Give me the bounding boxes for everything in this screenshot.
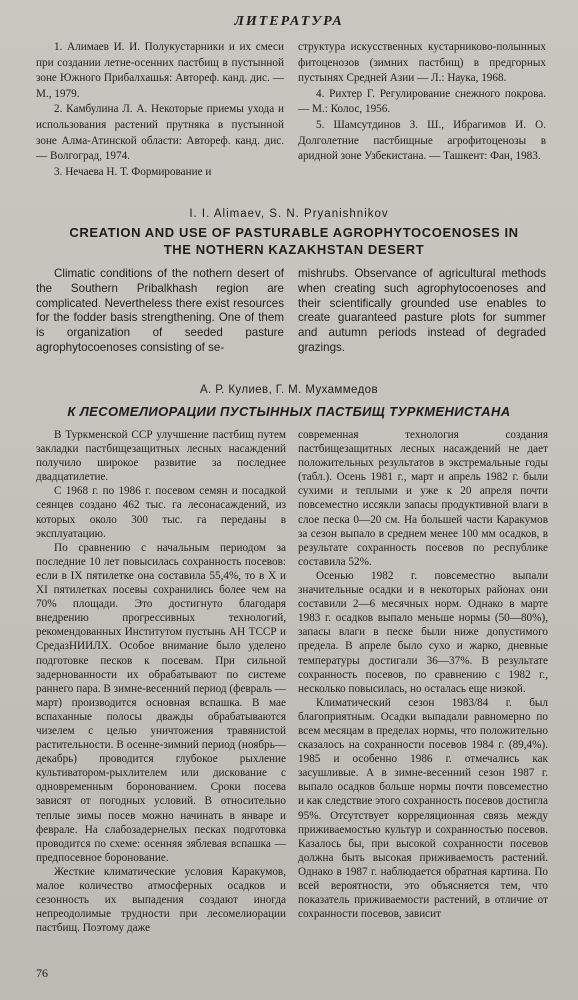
english-abstract-left: [36, 267, 284, 356]
reference-3-continued: структура искусственных кустарниково-полынных фитоценозов (зимних пастбищ) в предгорных пустынях Средней Азии — Л.: Наука, 1968.: [298, 41, 546, 85]
references-left-column: [36, 40, 284, 180]
reference-4: 4. Рихтер Г. Регулирование снежного покрова. — М.: Колос, 1956.: [298, 87, 546, 116]
english-authors: I. I. Alimaev, S. N. Pryanishnikov: [189, 208, 389, 220]
reference-2: 2. Камбулина Л. А. Некоторые приемы ухода и использования растений прутняка в пустынной зоне Алма-Атинской области: Автореф. канд. дис. — Волгоград, 1974.: [36, 103, 284, 163]
reference-5: 5. Шамсутдинов З. Ш., Ибрагимов И. О. Долголетние пастбищные агрофитоценозы в аридной зоне Узбекистана. — Ташкент: Фан, 1983.: [298, 118, 546, 163]
section-title: ЛИТЕРАТУРА: [234, 14, 344, 29]
references: [36, 40, 546, 180]
body-paragraph: По сравнению с начальным периодом за последние 10 лет повысилась сохранность посевов: если в IX пятилетке она составила 55,4%, то в X и XI пятилетках посевы сохранились более чем на 70% площади. Это достигнуто благодаря внедрению прогрессивных технологий, рекомендованных Институтом пустынь АН ТССР и СредазНИИЛХ. Особое внимание было уделено подготовке песков к посевам. При сильной задернованности их обрабатывают по системе раннего пара. В зимне-весенний период (февраль — март) производится основная вспашка. В мае вспаханные полосы дважды обрабатываются чизелем с целью уничтожения травянистой растительности. В осенне-зимний период (ноябрь—декабрь) проводится глубокое рыхление культиватором-рыхлителем или дискование с одновременным боронованием. Сроки посева зависят от погодных условий. В относительно теплые зимы посев можно начинать в январе и феврале. На слабозадернелых песках подготовка проводится по схеме: осенняя зяблевая вспашка — предпосевное боронование.: [36, 541, 286, 864]
body-paragraph: Жесткие климатические условия Каракумов, малое количество атмосферных осадков и сезонность их выпадения создают иногда непреодолимые трудности при лесомелиорации пастбищ. Поэтому даже: [36, 865, 286, 935]
russian-body-right: [298, 428, 548, 935]
english-abstract-text-left: Climatic conditions of the nothern desert of the Southern Pribalkhash region are complicated. Nevertheless there exist resources for the fodder basis strengthening. One of them is organization of seeded pasture agrophytocoenoses consisting of se-: [36, 267, 284, 354]
english-abstract: [36, 267, 546, 356]
english-title: CREATION AND USE OF PASTURABLE AGROPHYTOCOENOSES IN THE NOTHERN KAZAKHSTAN DESERT: [69, 225, 519, 257]
references-right-column: [298, 40, 546, 180]
body-paragraph: Осенью 1982 г. повсеместно выпали значительные осадки и в некоторых районах они составили 2—6 месячных норм. Однако в марте 1983 г. осадков выпало меньше нормы (50—80%), запасы влаги в песке были ниже допустимого предела. В апреле было сухо и жарко, дневные температуры достигали 36—37%. В результате сохранность посевов, по сравнению с 1982 г., несколько повысилась, но осталась еще низкой.: [298, 569, 548, 695]
english-abstract-right: [298, 267, 546, 356]
page-number: 76: [36, 966, 48, 980]
reference-1: 1. Алимаев И. И. Полукустарники и их смеси при создании летне-осенних пастбищ в пустынной зоне Южного Прибалхашья: Автореф. канд. дис. — М., 1979.: [36, 41, 284, 100]
russian-body-left: [36, 428, 286, 935]
body-paragraph: Климатический сезон 1983/84 г. был благоприятным. Осадки выпадали равномерно по всем месяцам в пределах нормы, что положительно сказалось на сохранности посевов 1984 г. (89,4%). 1985 и особенно 1986 г. отмечались как засушливые. А в зимне-весенний сезон 1987 г. выпало осадков больше нормы почти повсеместно и как следствие этого сохранность посевов достигла 95%. Отсутствует корреляционная связь между приживаемостью культур и сохранностью посевов. Казалось бы, при высокой сохранности посевов должна быть высокая приживаемость растений. Однако в 1987 г. наблюдается обратная картина. По всей вероятности, это объясняется тем, что показатель приживаемости растений, в отличие от сохранности посевов, зависит: [298, 696, 548, 921]
reference-3: 3. Нечаева Н. Т. Формирование и: [54, 165, 212, 178]
body-paragraph: С 1968 г. по 1986 г. посевом семян и посадкой сеянцев создано 462 тыс. га лесонасаждений, из которых около 300 тыс. га переданы в эксплуатацию.: [36, 485, 286, 540]
russian-body: [36, 428, 548, 935]
russian-title: К ЛЕСОМЕЛИОРАЦИИ ПУСТЫННЫХ ПАСТБИЩ ТУРКМЕНИСТАНА: [67, 404, 511, 419]
english-abstract-text-right: mishrubs. Observance of agricultural methods when creating such agrophytocoenoses and their scientifically grounded use enables to create guaranteed pasture plots for summer and autumn periods instead of degraded grazings.: [298, 267, 546, 354]
body-paragraph: современная технология создания пастбищезащитных лесных насаждений не дает положительных результатов в экстремальные годы (табл.). Осень 1981 г., март и апрель 1982 г. были сухими и теплыми и уже к 20 апреля почти повсеместно иссякли запасы продуктивной влаги в слое песка 0—20 см. На большей части Каракумов за сезон выпало в среднем менее 100 мм осадков, в результате сохранность посевов по республике составила 52%.: [298, 429, 548, 568]
russian-authors: А. Р. Кулиев, Г. М. Мухаммедов: [199, 384, 378, 396]
body-paragraph: В Туркменской ССР улучшение пастбищ путем закладки пастбищезащитных лесных насаждений получило широкое развитие за последнее двадцатилетие.: [36, 429, 286, 484]
